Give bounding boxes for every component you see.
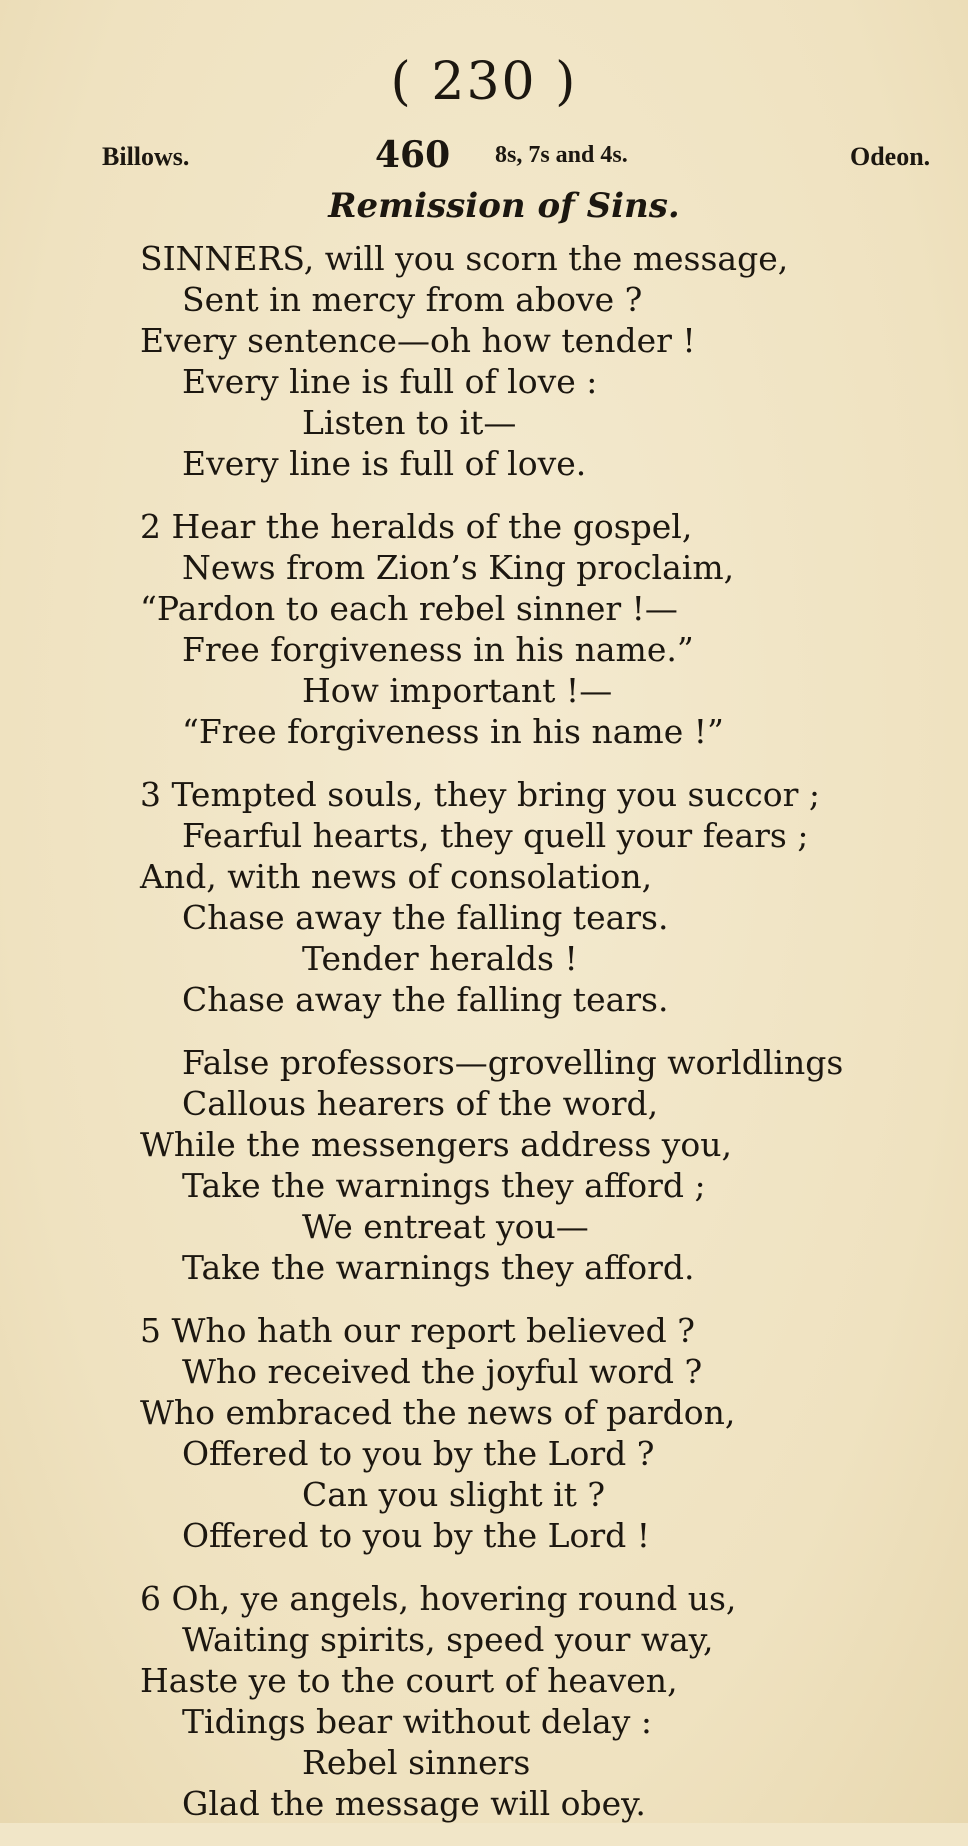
- verse-line: We entreat you—: [302, 1207, 589, 1246]
- verse-line: Offered to you by the Lord ?: [182, 1434, 655, 1473]
- hymn-title: Remission of Sins.: [328, 186, 680, 226]
- verse-line: Every line is full of love.: [182, 444, 587, 483]
- verse: [0, 1310, 968, 1556]
- verse: [0, 774, 968, 1020]
- verse-line: Take the warnings they afford ;: [182, 1166, 706, 1205]
- verse-line: 5 Who hath our report believed ?: [140, 1311, 695, 1350]
- verse-line: “Free forgiveness in his name !”: [182, 712, 724, 751]
- verse-line: 6 Oh, ye angels, hovering round us,: [140, 1579, 737, 1618]
- verse-line: Chase away the falling tears.: [182, 980, 669, 1019]
- verse-line: News from Zion’s King proclaim,: [182, 548, 735, 587]
- verse-line: Who received the joyful word ?: [182, 1352, 703, 1391]
- verse-line: False professors—grovelling worldlings: [182, 1043, 844, 1082]
- verse-line: Tender heralds !: [302, 939, 578, 978]
- verse-line: Rebel sinners: [302, 1743, 531, 1782]
- verse-line: Every sentence—oh how tender !: [140, 321, 696, 360]
- verse-line: Fearful hearts, they quell your fears ;: [182, 816, 809, 855]
- verse-line: Waiting spirits, speed your way,: [182, 1620, 714, 1659]
- verse-line: Callous hearers of the word,: [182, 1084, 659, 1123]
- tune-name-right: Odeon.: [850, 142, 931, 171]
- verse-line: Haste ye to the court of heaven,: [140, 1661, 678, 1700]
- verse-line: Sent in mercy from above ?: [182, 280, 643, 319]
- verse-line: 2 Hear the heralds of the gospel,: [140, 507, 693, 546]
- verse-line: Listen to it—: [302, 403, 517, 442]
- verse-line: Who embraced the news of pardon,: [140, 1393, 736, 1432]
- verse-line: SINNERS, will you scorn the message,: [140, 239, 789, 278]
- hymn-number: 460: [375, 134, 451, 176]
- verse-line: Free forgiveness in his name.”: [182, 630, 694, 669]
- hymn-meter: 8s, 7s and 4s.: [495, 142, 628, 168]
- verse-line: Tidings bear without delay :: [182, 1702, 652, 1741]
- tune-name-left: Billows.: [102, 142, 190, 171]
- verse-line: Can you slight it ?: [302, 1475, 606, 1514]
- hymn-header: [0, 134, 968, 178]
- verse: [0, 506, 968, 752]
- verse-line: How important !—: [302, 671, 613, 710]
- verse-line: Offered to you by the Lord !: [182, 1516, 651, 1555]
- verse-line: Take the warnings they afford.: [182, 1248, 695, 1287]
- page-number: ( 230 ): [390, 52, 578, 112]
- verse: [0, 1042, 968, 1288]
- verse-line: Glad the message will obey.: [182, 1784, 646, 1823]
- verse-line: “Pardon to each rebel sinner !—: [140, 589, 678, 628]
- hymn-verses: [0, 238, 968, 1846]
- verse-line: Chase away the falling tears.: [182, 898, 669, 937]
- verse: [0, 238, 968, 484]
- verse-line: 3 Tempted souls, they bring you succor ;: [140, 775, 820, 814]
- verse-line: While the messengers address you,: [140, 1125, 733, 1164]
- verse: [0, 1578, 968, 1824]
- verse-line: And, with news of consolation,: [140, 857, 653, 896]
- verse-line: Every line is full of love :: [182, 362, 598, 401]
